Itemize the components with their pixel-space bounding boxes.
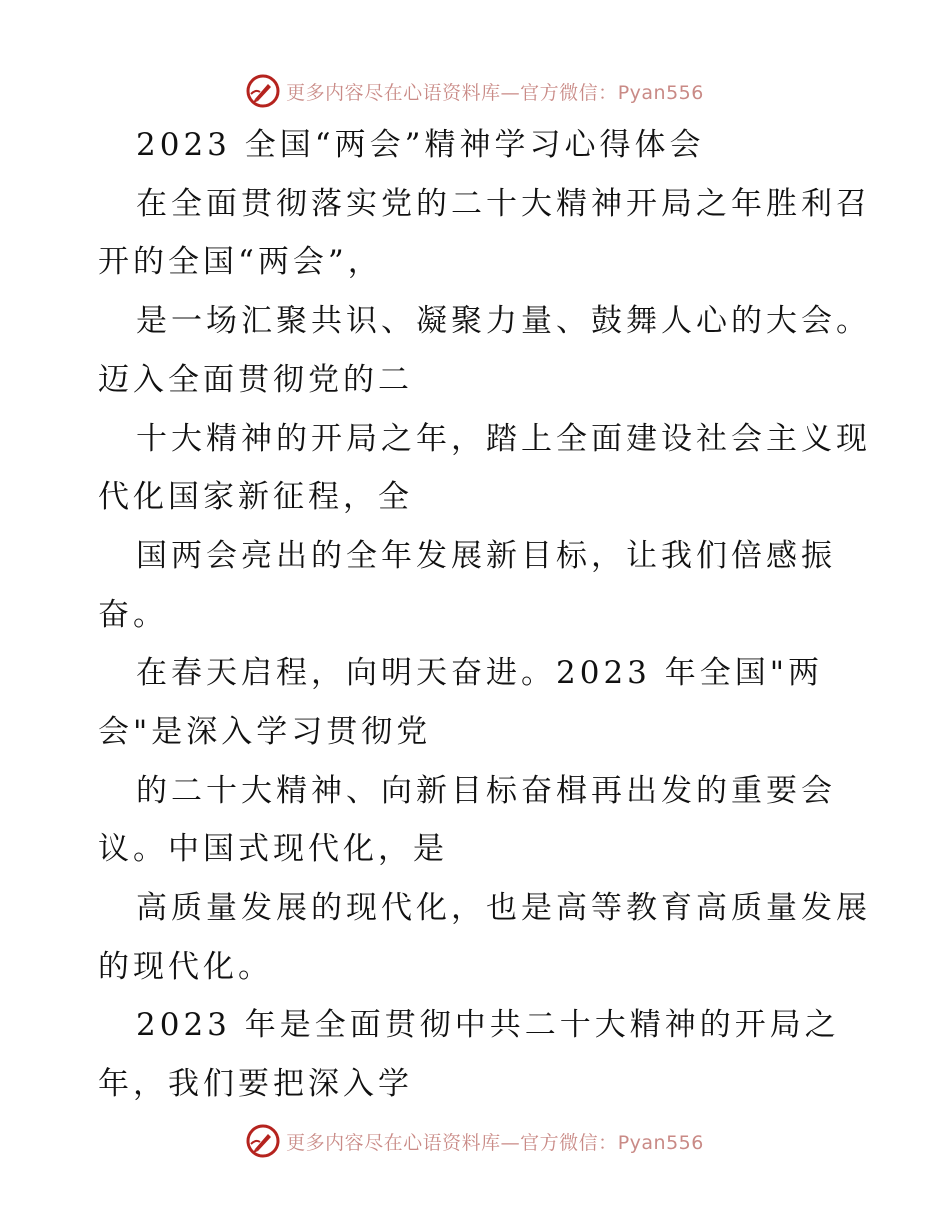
- text-line: 高质量发展的现代化，也是高等教育高质量发展: [136, 890, 871, 926]
- text-line: 2023 年是全面贯彻中共二十大精神的开局之: [136, 1007, 840, 1043]
- watermark-text: [286, 78, 704, 105]
- text-line: 迈入全面贯彻党的二: [98, 362, 413, 398]
- text-line: 的现代化。: [98, 949, 273, 985]
- watermark-brand: 更多内容尽在心语资料库: [286, 81, 501, 104]
- watermark-text: [286, 1128, 704, 1155]
- watermark-brand: 更多内容尽在心语资料库: [286, 1131, 501, 1154]
- text-line: 议。中国式现代化，是: [98, 831, 448, 867]
- text-line: 国两会亮出的全年发展新目标，让我们倍感振: [136, 538, 836, 574]
- watermark-contact: 官方微信：: [520, 1131, 618, 1154]
- watermark-dash: —: [500, 1131, 521, 1154]
- watermark-header: [0, 71, 950, 111]
- text-line: 会"是深入学习贯彻党: [98, 714, 432, 750]
- watermark-dash: —: [500, 81, 521, 104]
- watermark-wechat-id: Pyan556: [617, 1131, 704, 1154]
- watermark-wechat-id: Pyan556: [617, 81, 704, 104]
- pen-logo-icon: [246, 74, 280, 108]
- pen-logo-icon: [246, 1124, 280, 1158]
- text-line: 在春天启程，向明天奋进。2023 年全国"两: [136, 655, 824, 691]
- text-line: 是一场汇聚共识、凝聚力量、鼓舞人心的大会。: [136, 303, 871, 339]
- watermark-footer: [0, 1121, 950, 1161]
- text-line: 十大精神的开局之年，踏上全面建设社会主义现: [136, 421, 871, 457]
- watermark-contact: 官方微信：: [520, 81, 618, 104]
- text-line: 在全面贯彻落实党的二十大精神开局之年胜利召: [136, 186, 871, 222]
- text-line: 代化国家新征程，全: [98, 479, 413, 515]
- text-line: 开的全国“两会”，: [98, 244, 383, 280]
- text-line: 奋。: [98, 597, 168, 633]
- text-line: 年，我们要把深入学: [98, 1066, 413, 1102]
- document-title: 2023 全国“两会”精神学习心得体会: [136, 127, 705, 163]
- text-line: 的二十大精神、向新目标奋楫再出发的重要会: [136, 773, 836, 809]
